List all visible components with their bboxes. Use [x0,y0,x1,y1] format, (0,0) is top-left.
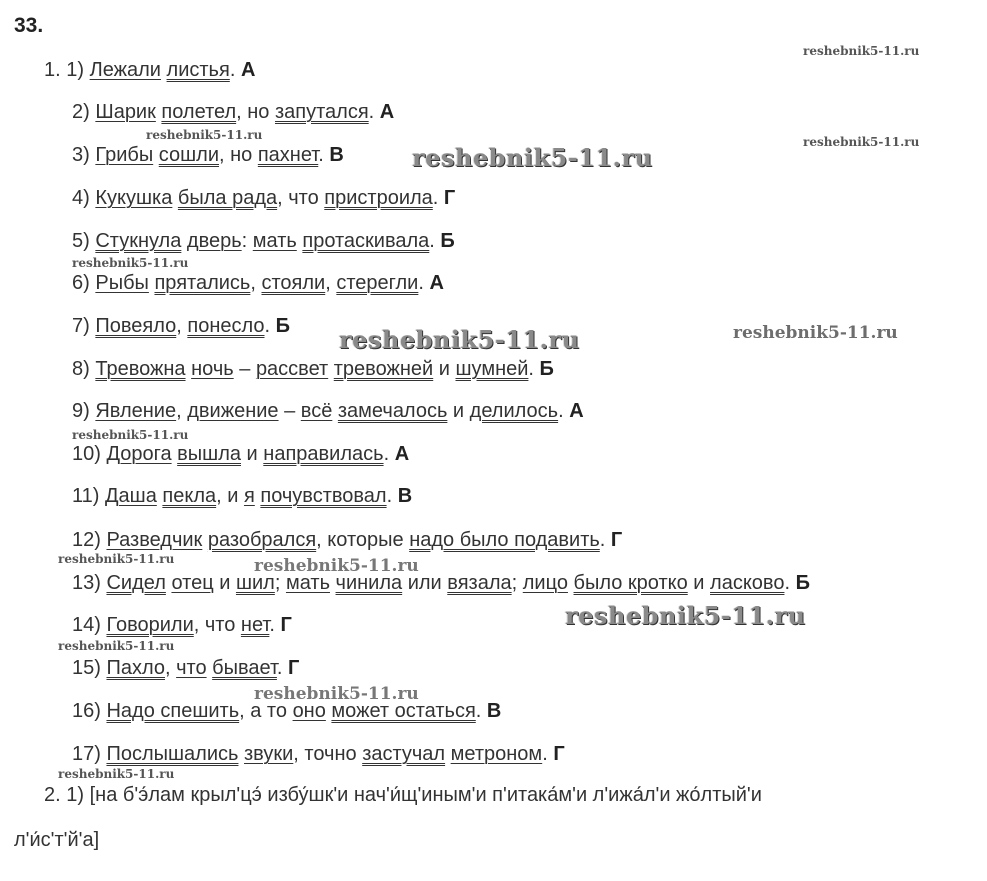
answer-code: В [486,700,502,722]
plain-text: . [784,572,796,594]
watermark: reshebnik5-11.ru [803,44,920,58]
predicate-word: замечалось [337,400,448,422]
task2-transcription-1: [на б'э́лам крыл'цэ́ избу́шк'и нач'и́щ'иным'и п'итака́м'и л'ижа́л'и жо́лтый'и [89,784,762,806]
plain-text: , [325,272,337,294]
plain-text: , но [236,101,275,123]
task1-label: 1. [44,59,61,81]
subject-word: метроном [450,743,543,765]
watermark: reshebnik5-11.ru [72,256,189,270]
predicate-word: запутался [274,101,369,123]
item-number: 6) [72,272,90,294]
subject-word: мать [252,230,297,252]
watermark: reshebnik5-11.ru [339,325,580,354]
plain-text: , которые [316,529,410,551]
predicate-word: шумней [455,358,529,380]
plain-text: . [318,144,330,166]
watermark: reshebnik5-11.ru [146,128,263,142]
item-number: 11) [72,485,100,507]
plain-text: , [164,657,177,679]
answer-code: Б [795,572,810,594]
plain-text: и [687,572,711,594]
item-number: 4) [72,187,90,209]
subject-word: оно [292,700,326,722]
plain-text: , и [216,485,244,507]
predicate-word: была рада [177,187,278,209]
plain-text: . [599,529,611,551]
plain-text: или [402,572,448,594]
subject-word: Разведчик [106,529,203,551]
subject-word: Дорога [106,443,172,465]
item-number: 12) [72,529,101,551]
plain-text: ; [274,572,286,594]
subject-word: Лежали [89,59,161,81]
plain-text: , точно [293,743,363,765]
plain-text: , [176,315,188,337]
plain-text: . [429,230,441,252]
watermark: reshebnik5-11.ru [58,552,175,566]
predicate-word: сошли [158,144,219,166]
subject-word: звуки [244,743,294,765]
item-number: 9) [72,400,90,422]
subject-word: Кукушка [95,187,173,209]
answer-item [72,313,290,339]
answer-code: Б [275,315,290,337]
task2-line1 [44,782,762,808]
subject-word: отец [171,572,214,594]
answer-item [72,185,455,211]
predicate-word: понесло [187,315,265,337]
predicate-word: Послышались [106,743,239,765]
answer-item [72,270,444,296]
watermark: reshebnik5-11.ru [733,323,898,343]
plain-text: , что [277,187,325,209]
answer-item [72,228,455,254]
plain-text: . [386,485,398,507]
subject-word: Даша [104,485,157,507]
predicate-word: нет [240,614,270,636]
subject-word: я [243,485,255,507]
plain-text: : [241,230,253,252]
predicate-word: Стукнула [95,230,182,252]
predicate-word: пекла [162,485,217,507]
answer-code: Г [610,529,623,551]
task2-line2 [14,827,99,853]
subject-word: Грибы [95,144,154,166]
item-number: 3) [72,144,90,166]
answer-code: Б [440,230,455,252]
watermark: reshebnik5-11.ru [803,135,920,149]
predicate-word: Повеяло [95,315,177,337]
predicate-word: пристроила [324,187,433,209]
answer-code: А [429,272,444,294]
answer-item [72,398,584,424]
predicate-word: бывает [212,657,277,679]
subject-word: Шарик [95,101,156,123]
plain-text: . [368,101,380,123]
answer-code: Б [539,358,554,380]
subject-word: лицо [522,572,568,594]
answer-code: Г [280,614,292,636]
subject-word: Явление [95,400,177,422]
answer-code: В [329,144,344,166]
plain-text: . [276,657,289,679]
answer-item [44,57,255,83]
subject-word: мать [285,572,330,594]
answer-item [72,570,810,596]
predicate-word: пахнет [257,144,319,166]
predicate-word: может остаться [331,700,476,722]
predicate-word: стерегли [336,272,419,294]
plain-text: . [475,700,487,722]
item-number: 7) [72,315,90,337]
watermark: reshebnik5-11.ru [565,601,806,630]
predicate-word: Пахло [106,657,165,679]
plain-text: и [213,572,236,594]
answer-item [72,655,299,681]
plain-text: . [432,187,444,209]
item-number: 1) [66,59,85,81]
answer-item [72,142,344,168]
predicate-word: направилась [263,443,384,465]
plain-text: . [269,614,281,636]
watermark: reshebnik5-11.ru [254,556,419,576]
watermark: reshebnik5-11.ru [72,428,189,442]
answer-item [72,612,292,638]
plain-text: , [250,272,262,294]
subject-word: дверь [186,230,242,252]
predicate-word: застучал [362,743,446,765]
watermark: reshebnik5-11.ru [58,767,175,781]
answer-item [72,527,622,553]
plain-text: и [433,358,456,380]
plain-text: . [558,400,570,422]
item-number: 5) [72,230,90,252]
plain-text: ; [511,572,523,594]
plain-text: и [447,400,470,422]
predicate-word: надо было подавить [409,529,600,551]
subject-word: движение [187,400,279,422]
plain-text: и [241,443,264,465]
predicate-word: Тревожна [95,358,186,380]
predicate-word: Говорили [106,614,194,636]
answer-item [72,441,409,467]
answer-item [72,483,412,509]
item-number: 10) [72,443,101,465]
subject-word: рассвет [255,358,329,380]
watermark: reshebnik5-11.ru [58,639,175,653]
predicate-word: Сидел [106,572,166,594]
item-number: 2) [72,101,90,123]
subject-word: всё [300,400,333,422]
answer-item [72,356,554,382]
plain-text: . [542,743,554,765]
answer-code: Г [288,657,300,679]
plain-text: . [418,272,430,294]
predicate-word: было кротко [573,572,688,594]
predicate-word: протаскивала [302,230,430,252]
predicate-word: вязала [447,572,512,594]
predicate-word: разобрался [207,529,317,551]
predicate-word: вышла [177,443,241,465]
answer-code: А [394,443,410,465]
predicate-word: тревожней [333,358,434,380]
item-number: 8) [72,358,90,380]
watermark: reshebnik5-11.ru [254,684,419,704]
plain-text: . [229,59,241,81]
watermark: reshebnik5-11.ru [412,143,653,172]
predicate-word: прятались [154,272,251,294]
predicate-word: Надо спешить [106,700,240,722]
item-number: 13) [72,572,101,594]
predicate-word: стояли [261,272,326,294]
subject-word: ночь [191,358,234,380]
predicate-word: делилось [469,400,559,422]
answer-code: А [569,400,584,422]
predicate-word: шил [235,572,275,594]
plain-text: . [264,315,276,337]
exercise-number: 33. [14,14,44,37]
plain-text: . [383,443,395,465]
predicate-word: ласково [710,572,785,594]
plain-text: , что [193,614,241,636]
answer-item [72,99,394,125]
answer-code: А [240,59,256,81]
plain-text: – [278,400,301,422]
answer-code: Г [553,743,565,765]
plain-text: , а то [239,700,293,722]
task2-label: 2. 1) [44,784,85,806]
predicate-word: почувствовал [260,485,387,507]
predicate-word: листья [166,59,230,81]
plain-text: . [528,358,540,380]
plain-text: , [176,400,188,422]
subject-word: Рыбы [95,272,149,294]
item-number: 15) [72,657,101,679]
plain-text: – [233,358,256,380]
answer-code: Г [443,187,456,209]
item-number: 16) [72,700,101,722]
answer-code: А [379,101,395,123]
task2-transcription-2: л'и́с'т'й'а] [14,829,100,851]
plain-text: , но [219,144,258,166]
subject-word: что [176,657,207,679]
item-number: 14) [72,614,101,636]
answer-code: В [397,485,413,507]
predicate-word: полетел [161,101,237,123]
answer-item [72,741,565,767]
predicate-word: чинила [335,572,403,594]
item-number: 17) [72,743,101,765]
